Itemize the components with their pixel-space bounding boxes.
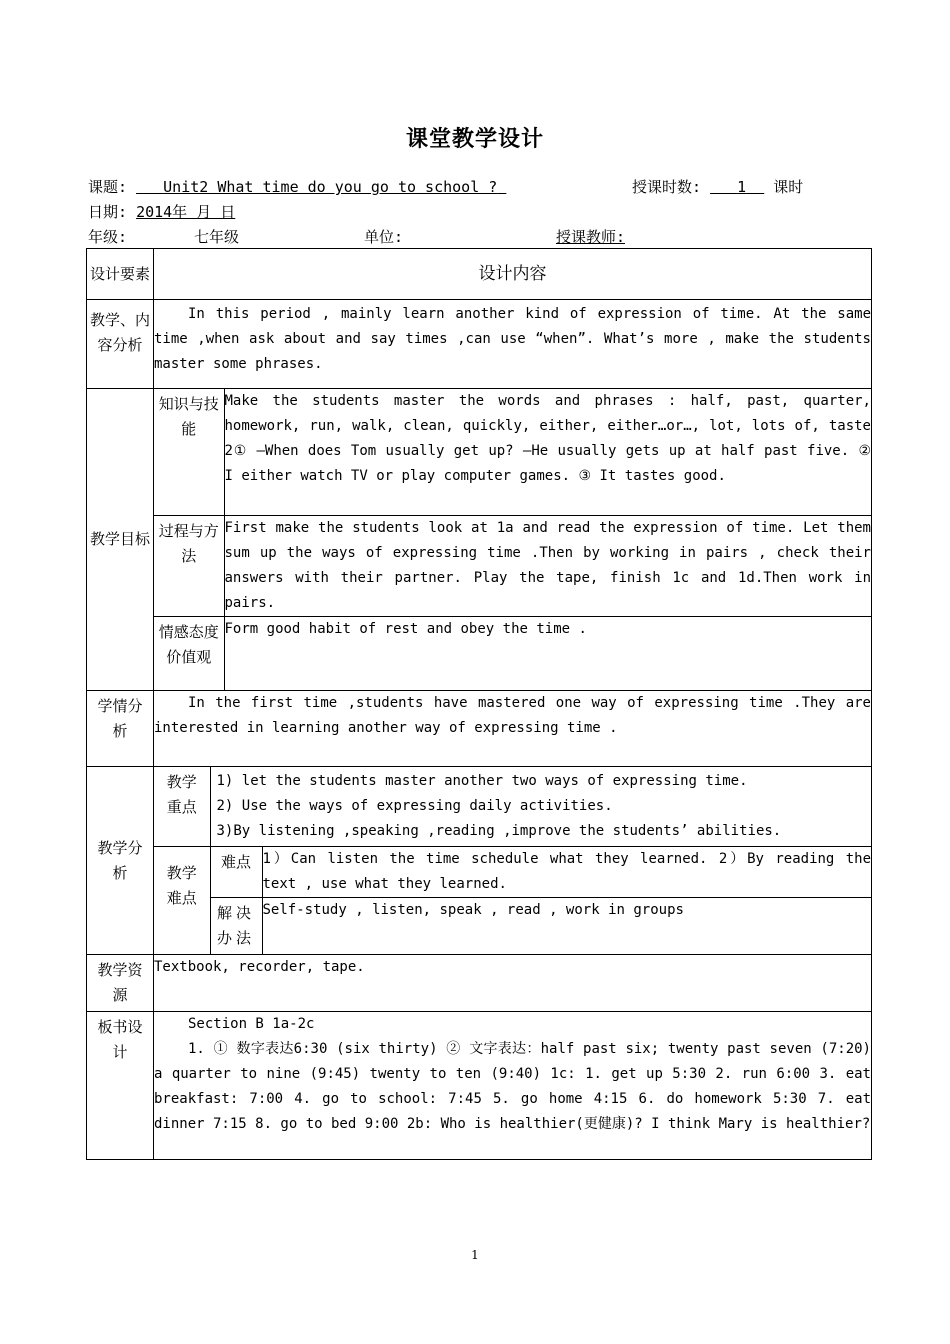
key-points-list xyxy=(210,767,871,847)
date-row xyxy=(88,201,235,222)
knowledge-text: Make the students master the words and phrases : half, past, quarter, homework, run, walk, clean, quickly, either, either…or…, lot, lots of, taste 2① —When does Tom usually get up? —He usually gets up at half past five. ② I either watch TV or play computer games. ③ It tastes good. xyxy=(224,389,871,515)
page-title: 课堂教学设计 xyxy=(405,127,544,152)
teacher-label: 授课教师: xyxy=(556,228,626,246)
lesson-plan-table xyxy=(86,248,872,1160)
difficulty-label: 教学难点 xyxy=(154,847,210,955)
resources-text: Textbook, recorder, tape. xyxy=(154,955,872,1012)
key-point-3: 3)By listening ,speaking ,reading ,improve the students’ abilities. xyxy=(216,823,782,839)
teaching-analysis-cell xyxy=(154,767,872,955)
topic-value: Unit2 What time do you go to school ? xyxy=(163,178,498,196)
grade-label: 年级: xyxy=(88,228,128,246)
design-content-header: 设计内容 xyxy=(154,249,872,300)
resources-label: 教学资源 xyxy=(87,955,154,1012)
process-text: First make the students look at 1a and read the expression of time. Let them sum up the ways of expressing time .Then by working in pairs , check their answers with their partner. Play the tape, finish 1c and 1d.Then work in pairs. xyxy=(224,515,871,616)
content-analysis-text: In this period , mainly learn another kind of expression of time. At the same time ,when ask about and say times ,can use “when”. What’s more , make the students master some phrases. xyxy=(154,300,872,389)
hours-value: 1 xyxy=(737,178,747,196)
learner-analysis-text: In the first time ,students have mastered one way of expressing time .They are interested in learning another way of expressing time . xyxy=(154,691,872,767)
learner-analysis-label: 学情分析 xyxy=(87,691,154,767)
hard-points-text: 1）Can listen the time schedule what they learned. 2）By reading the text , use what they learned. xyxy=(262,847,871,898)
board-design-label: 板书设计 xyxy=(87,1012,154,1160)
key-points-label: 教学重点 xyxy=(154,767,210,847)
solution-label: 解决办法 xyxy=(210,898,262,955)
objectives-subtable xyxy=(154,389,871,690)
grade-value: 七年级 xyxy=(194,228,240,246)
board-section-title: Section B 1a-2c xyxy=(188,1016,315,1032)
design-element-header: 设计要素 xyxy=(87,249,154,300)
emotion-text: Form good habit of rest and obey the time . xyxy=(224,616,871,690)
teaching-analysis-label: 教学分析 xyxy=(87,767,154,955)
hard-points-label: 难点 xyxy=(210,847,262,898)
key-point-1: 1) let the students master another two ways of expressing time. xyxy=(216,773,748,789)
objectives-cell xyxy=(154,389,872,691)
topic-row xyxy=(88,176,506,197)
hours-label: 授课时数: xyxy=(632,178,702,196)
knowledge-label: 知识与技能 xyxy=(154,389,224,515)
objectives-label: 教学目标 xyxy=(87,389,154,691)
date-value: 2014年 月 日 xyxy=(136,203,236,221)
hours-row xyxy=(632,176,803,197)
date-label: 日期: xyxy=(88,203,128,221)
key-point-2: 2) Use the ways of expressing daily activities. xyxy=(216,798,613,814)
teaching-analysis-subtable xyxy=(154,767,871,954)
board-notes: 1. ① 数字表达6:30 (six thirty) ② 文字表达：half past six; twenty past seven (7:20) a quarter to nine (9:45) twenty to ten (9:40) 1c: 1. get up 5:30 2. run 6:00 3. eat breakfast: 7:00 4. go to school: 7:45 5. go home 4:15 6. do homework 5:30 7. eat dinner 7:15 8. go to bed 9:00 2b: Who is healthier(更健康)? I think Mary is healthier? xyxy=(154,1041,871,1132)
content-analysis-label: 教学、内容分析 xyxy=(87,300,154,389)
solution-text: Self-study , listen, speak , read , work in groups xyxy=(262,898,871,955)
hours-unit: 课时 xyxy=(773,178,804,196)
topic-label: 课题: xyxy=(88,178,128,196)
emotion-label: 情感态度价值观 xyxy=(154,616,224,690)
page-number: 1 xyxy=(471,1248,479,1262)
process-label: 过程与方法 xyxy=(154,515,224,616)
unit-label: 单位: xyxy=(364,228,404,246)
board-design-content xyxy=(154,1012,872,1160)
